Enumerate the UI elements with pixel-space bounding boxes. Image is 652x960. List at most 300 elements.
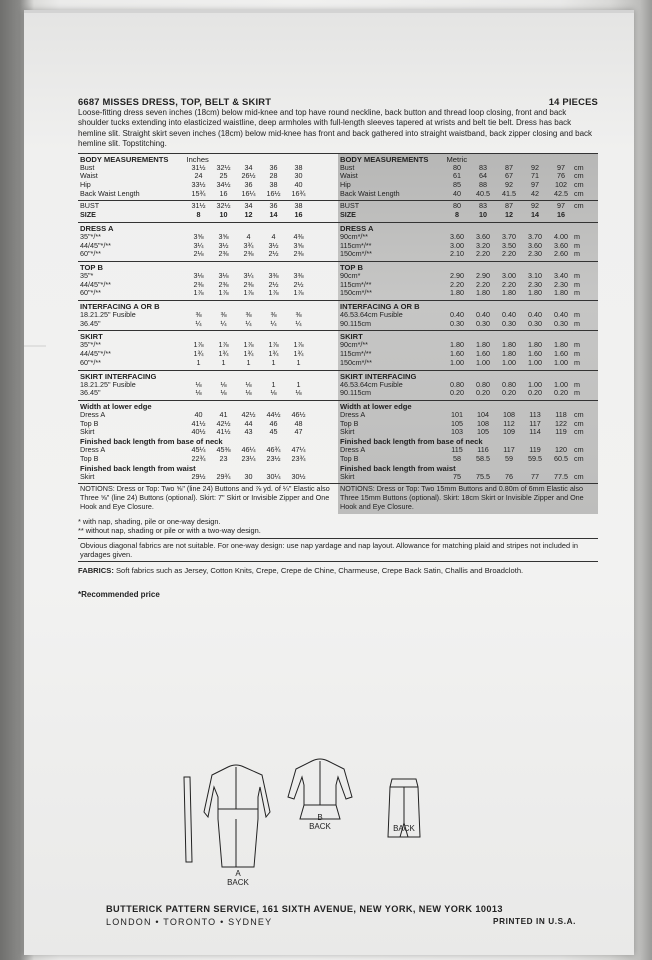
row-value: 41 bbox=[219, 409, 228, 419]
row-value: 2½ bbox=[268, 249, 279, 259]
row-value: 3¼ bbox=[193, 240, 204, 250]
row-label: Dress A bbox=[80, 446, 106, 455]
row-value: 16½ bbox=[266, 188, 281, 198]
row-value: 3.60 bbox=[476, 231, 490, 241]
row-value: 1.60 bbox=[554, 349, 568, 359]
row-value: 83 bbox=[479, 201, 487, 211]
row-value: 1.60 bbox=[450, 349, 464, 359]
row-value: 30½ bbox=[291, 471, 306, 481]
row-unit: cm bbox=[574, 171, 584, 181]
row-unit: cm bbox=[574, 471, 584, 481]
row-value: 2.30 bbox=[528, 249, 542, 259]
row-label: 44/45"*/** bbox=[80, 280, 111, 289]
belt-sketch bbox=[184, 777, 192, 862]
table-row bbox=[80, 190, 336, 199]
row-value: 76 bbox=[557, 171, 565, 181]
row-value: 0.80 bbox=[450, 379, 464, 389]
row-value: 30 bbox=[244, 471, 253, 481]
section-title: INTERFACING A OR B bbox=[340, 302, 420, 312]
row-label: 90.115cm bbox=[340, 319, 372, 328]
row-value: 80 bbox=[453, 162, 461, 172]
row-value: 34½ bbox=[216, 180, 231, 190]
row-value: 112 bbox=[503, 418, 515, 428]
row-value: 88 bbox=[479, 180, 487, 190]
row-label: 115cm*/** bbox=[340, 350, 372, 359]
row-label: Bust bbox=[340, 163, 355, 172]
footer-line bbox=[106, 917, 576, 927]
row-value: 0.40 bbox=[528, 310, 542, 320]
row-value: 0.40 bbox=[450, 310, 464, 320]
row-label: 36.45" bbox=[80, 389, 101, 398]
row-value: 97 bbox=[557, 201, 565, 211]
row-value: 3.00 bbox=[502, 270, 516, 280]
row-value: ⅛ bbox=[220, 379, 227, 389]
row-value: 3⅜ bbox=[268, 270, 279, 280]
yardage-section bbox=[338, 222, 598, 261]
row-value: 3.50 bbox=[502, 240, 516, 250]
row-value: 0.20 bbox=[528, 388, 542, 398]
row-value: 1.80 bbox=[450, 288, 464, 298]
row-label: Skirt bbox=[80, 428, 95, 437]
row-unit: cm bbox=[574, 201, 584, 211]
row-unit: m bbox=[574, 231, 580, 241]
pattern-header bbox=[78, 96, 598, 107]
row-value: 0.40 bbox=[554, 310, 568, 320]
row-value: 1.80 bbox=[476, 340, 490, 350]
row-label: Bust bbox=[80, 163, 95, 172]
row-value: 24 bbox=[194, 171, 203, 181]
row-value: 105 bbox=[451, 418, 463, 428]
fold-line bbox=[24, 10, 634, 13]
table-row bbox=[80, 389, 336, 398]
row-unit: cm bbox=[574, 409, 584, 419]
row-value: 42½ bbox=[216, 418, 231, 428]
row-value: 1¾ bbox=[218, 349, 229, 359]
publisher-cities: LONDON • TORONTO • SYDNEY bbox=[106, 917, 273, 927]
body-title: BODY MEASUREMENTS bbox=[80, 154, 169, 164]
row-value: 97 bbox=[557, 162, 565, 172]
table-row bbox=[340, 250, 596, 259]
row-label: Skirt bbox=[340, 428, 355, 437]
row-value: 3.20 bbox=[476, 240, 490, 250]
table-row bbox=[340, 428, 596, 437]
row-value: 1.00 bbox=[502, 357, 516, 367]
table-row bbox=[80, 455, 336, 464]
row-value: 38 bbox=[294, 201, 303, 211]
row-label: Hip bbox=[80, 181, 91, 190]
row-value: 114 bbox=[529, 427, 541, 437]
body-measurements-section bbox=[338, 153, 598, 201]
row-value: 3.10 bbox=[528, 270, 542, 280]
row-unit: cm bbox=[574, 418, 584, 428]
row-value: 1 bbox=[271, 379, 276, 389]
row-label: 46.53.64cm Fusible bbox=[340, 380, 403, 389]
row-value: 31½ bbox=[191, 162, 206, 172]
row-label: Skirt bbox=[340, 472, 355, 481]
row-unit: m bbox=[574, 240, 580, 250]
fabrics-label: FABRICS: bbox=[78, 566, 114, 576]
section-title: Width at lower edge bbox=[80, 401, 152, 411]
row-value: 1.80 bbox=[476, 288, 490, 298]
row-value: 2⅛ bbox=[193, 249, 204, 259]
row-value: 120 bbox=[555, 445, 567, 455]
row-label: 35"*/** bbox=[80, 232, 101, 241]
row-value: 105 bbox=[477, 427, 489, 437]
row-value: ⅛ bbox=[245, 379, 252, 389]
section-title: Finished back length from base of neck bbox=[340, 437, 483, 447]
row-value: ⅛ bbox=[295, 388, 302, 398]
row-value: 109 bbox=[503, 427, 515, 437]
section-title: Width at lower edge bbox=[340, 401, 412, 411]
row-value: 46¾ bbox=[266, 445, 281, 455]
row-value: 3⅛ bbox=[193, 270, 204, 280]
row-value: 119 bbox=[529, 445, 541, 455]
row-value: 3.60 bbox=[554, 240, 568, 250]
table-row bbox=[80, 211, 336, 220]
row-value: 0.20 bbox=[554, 388, 568, 398]
row-value: 0.30 bbox=[502, 318, 516, 328]
row-label: Top B bbox=[80, 454, 99, 463]
row-value: 0.40 bbox=[476, 310, 490, 320]
row-value: 80 bbox=[453, 201, 461, 211]
row-value: 29¾ bbox=[216, 471, 231, 481]
row-value: 77 bbox=[531, 471, 539, 481]
row-label: Dress A bbox=[80, 410, 106, 419]
row-label: BUST bbox=[80, 202, 100, 211]
section-title: SKIRT INTERFACING bbox=[340, 371, 417, 381]
table-row bbox=[80, 428, 336, 437]
table-row bbox=[80, 289, 336, 298]
garment-sketches bbox=[170, 757, 470, 892]
row-value: 44½ bbox=[266, 409, 281, 419]
row-unit: m bbox=[574, 388, 580, 398]
sketch-a-back: BACK bbox=[227, 878, 249, 887]
row-label: 90cm*/** bbox=[340, 232, 368, 241]
row-value: 118 bbox=[555, 409, 567, 419]
row-value: 2.90 bbox=[476, 270, 490, 280]
row-value: 92 bbox=[531, 201, 539, 211]
row-value: 1 bbox=[296, 357, 301, 367]
without-nap-note: ** without nap, shading or pile or with a two-way design. bbox=[78, 525, 261, 535]
row-value: 36 bbox=[244, 180, 253, 190]
row-value: 36 bbox=[269, 201, 278, 211]
pattern-title: 6687 MISSES DRESS, TOP, BELT & SKIRT bbox=[78, 96, 272, 107]
row-value: 1¾ bbox=[268, 349, 279, 359]
row-label: Skirt bbox=[80, 472, 95, 481]
row-unit: cm bbox=[574, 427, 584, 437]
row-value: 22¾ bbox=[191, 453, 206, 463]
row-value: 1.60 bbox=[528, 349, 542, 359]
row-value: 3.60 bbox=[528, 240, 542, 250]
row-value: 1.80 bbox=[554, 288, 568, 298]
row-value: 1⅞ bbox=[243, 340, 254, 350]
row-value: 45 bbox=[269, 427, 278, 437]
row-value: 122 bbox=[555, 418, 567, 428]
bust-size-section bbox=[78, 200, 338, 221]
row-label: 150cm*/** bbox=[340, 289, 372, 298]
row-value: 3.70 bbox=[528, 231, 542, 241]
row-value: 2.90 bbox=[450, 270, 464, 280]
row-value: 101 bbox=[451, 409, 463, 419]
row-value: 1⅞ bbox=[293, 340, 304, 350]
diagonal-note: Obvious diagonal fabrics are not suitable. For one-way design: use nap yardage and nap layout. Allowance for matching plaid and stripes not included in yardages given. bbox=[78, 538, 598, 562]
row-value: 71 bbox=[531, 171, 539, 181]
row-value: 1.00 bbox=[554, 379, 568, 389]
row-value: 59.5 bbox=[528, 453, 542, 463]
row-value: 45¼ bbox=[191, 445, 206, 455]
row-value: 76 bbox=[505, 471, 513, 481]
row-value: 2.20 bbox=[476, 249, 490, 259]
row-label: SIZE bbox=[80, 211, 96, 220]
row-value: ⅜ bbox=[295, 310, 302, 320]
row-value: 23¼ bbox=[241, 453, 256, 463]
row-value: 119 bbox=[555, 427, 567, 437]
table-row bbox=[80, 320, 336, 329]
row-value: 3.40 bbox=[554, 270, 568, 280]
row-value: 1.80 bbox=[502, 340, 516, 350]
row-value: 85 bbox=[453, 180, 461, 190]
measurements-section bbox=[338, 400, 598, 483]
section-title: Finished back length from base of neck bbox=[80, 437, 223, 447]
row-label: Back Waist Length bbox=[80, 189, 140, 198]
row-value: 46½ bbox=[291, 409, 306, 419]
section-title: SKIRT INTERFACING bbox=[80, 371, 157, 381]
sketch-skirt-back: BACK bbox=[393, 824, 415, 833]
row-value: 2.20 bbox=[476, 279, 490, 289]
row-value: 23½ bbox=[266, 453, 281, 463]
row-value: ¼ bbox=[295, 318, 302, 328]
row-value: 2.30 bbox=[528, 279, 542, 289]
row-value: 1¾ bbox=[243, 349, 254, 359]
sketch-b-back: BACK bbox=[309, 822, 331, 831]
row-value: ¼ bbox=[195, 318, 202, 328]
row-value: ⅜ bbox=[195, 310, 202, 320]
row-label: 60"*/** bbox=[80, 250, 101, 259]
yardage-section bbox=[78, 261, 338, 300]
row-value: 45⅜ bbox=[216, 445, 231, 455]
row-value: 10 bbox=[219, 210, 228, 220]
yardage-section bbox=[338, 370, 598, 400]
row-value: 0.30 bbox=[554, 318, 568, 328]
notions: NOTIONS: Dress or Top: Two 15mm Buttons and 0.80m of 6mm Elastic also Three 15mm Buttons (optional). Skirt: 18cm Skirt or Invisible Zipper and One Hook and Eye Closure. bbox=[338, 483, 598, 513]
row-value: 14 bbox=[531, 210, 539, 220]
row-value: 1.00 bbox=[450, 357, 464, 367]
row-label: 60"*/** bbox=[80, 358, 101, 367]
row-value: 2½ bbox=[293, 279, 304, 289]
row-label: Waist bbox=[80, 172, 98, 181]
row-label: 90cm*/** bbox=[340, 341, 368, 350]
row-value: 40 bbox=[294, 180, 303, 190]
section-title: Finished back length from waist bbox=[80, 463, 196, 473]
row-value: 60.5 bbox=[554, 453, 568, 463]
row-value: 30 bbox=[294, 171, 303, 181]
row-value: 42.5 bbox=[554, 188, 568, 198]
table-row bbox=[340, 389, 596, 398]
table-row bbox=[80, 359, 336, 368]
row-value: 64 bbox=[479, 171, 487, 181]
nap-footnotes bbox=[78, 517, 598, 535]
row-value: 2⅜ bbox=[243, 249, 254, 259]
pattern-description: Loose-fitting dress seven inches (18cm) below mid-knee and top have round neckline, back button and thread loop closing, front and back shoulder tucks extending into elasticized waistline, deep armholes with full-length sleeves tapered at wrists and belt tie belt. Dress has back hemline slit. Straight skirt seven inches (18cm) below mid-knee has front and back gathered into straight waistband, back zipper closing and back hemline slit. Topstitching. bbox=[78, 108, 593, 149]
row-value: 1.80 bbox=[528, 288, 542, 298]
unit-label: Metric bbox=[446, 154, 468, 164]
row-value: 0.80 bbox=[476, 379, 490, 389]
row-value: 1.60 bbox=[476, 349, 490, 359]
row-label: 18.21.25" Fusible bbox=[80, 380, 136, 389]
row-value: 58.5 bbox=[476, 453, 490, 463]
printed-in: PRINTED IN U.S.A. bbox=[493, 917, 576, 926]
pieces-count: 14 PIECES bbox=[548, 96, 598, 107]
row-value: 75 bbox=[453, 471, 461, 481]
row-value: ⅛ bbox=[245, 388, 252, 398]
row-value: 16 bbox=[294, 210, 303, 220]
row-unit: m bbox=[574, 249, 580, 259]
row-value: 4 bbox=[246, 231, 251, 241]
row-value: 32½ bbox=[216, 162, 231, 172]
row-label: 36.45" bbox=[80, 319, 101, 328]
row-value: 1 bbox=[221, 357, 226, 367]
body-measurements-section bbox=[78, 153, 338, 201]
row-value: 1.80 bbox=[502, 349, 516, 359]
row-value: 40.5 bbox=[476, 188, 490, 198]
row-unit: m bbox=[574, 349, 580, 359]
row-value: 2½ bbox=[268, 279, 279, 289]
row-value: 67 bbox=[505, 171, 513, 181]
row-value: 1⅞ bbox=[268, 340, 279, 350]
row-label: 115cm*/** bbox=[340, 280, 372, 289]
row-value: 40½ bbox=[191, 427, 206, 437]
section-title: SKIRT bbox=[80, 332, 103, 342]
row-value: 3⅛ bbox=[218, 270, 229, 280]
row-label: 90cm* bbox=[340, 271, 361, 280]
row-label: Dress A bbox=[340, 446, 366, 455]
metric-column bbox=[338, 153, 598, 514]
row-value: 0.20 bbox=[502, 388, 516, 398]
row-value: ⅛ bbox=[195, 388, 202, 398]
row-value: 0.20 bbox=[476, 388, 490, 398]
row-value: 38 bbox=[269, 180, 278, 190]
yardage-section bbox=[78, 300, 338, 330]
row-value: 3⅝ bbox=[193, 231, 204, 241]
row-value: 3½ bbox=[268, 240, 279, 250]
row-value: 34 bbox=[244, 201, 253, 211]
row-unit: m bbox=[574, 357, 580, 367]
row-unit: m bbox=[574, 310, 580, 320]
row-value: 1 bbox=[196, 357, 201, 367]
section-title: SKIRT bbox=[340, 332, 363, 342]
row-value: 0.30 bbox=[528, 318, 542, 328]
row-value: 3¾ bbox=[243, 240, 254, 250]
row-value: 29½ bbox=[191, 471, 206, 481]
row-value: 33½ bbox=[191, 180, 206, 190]
row-value: 1⅞ bbox=[218, 340, 229, 350]
fold-line bbox=[24, 345, 46, 347]
row-value: 16 bbox=[219, 188, 228, 198]
row-value: 16¾ bbox=[291, 188, 306, 198]
row-value: 1 bbox=[271, 357, 276, 367]
section-title: DRESS A bbox=[80, 223, 114, 233]
row-label: 35"*/** bbox=[80, 341, 101, 350]
row-value: 14 bbox=[269, 210, 278, 220]
row-label: Waist bbox=[340, 172, 358, 181]
table-row bbox=[80, 473, 336, 482]
fabrics-text: Soft fabrics such as Jersey, Cotton Knits, Crepe, Crepe de Chine, Charmeuse, Crepe Back Satin, Challis and Broadcloth. bbox=[115, 566, 524, 576]
row-value: 41½ bbox=[216, 427, 231, 437]
row-value: 2.20 bbox=[502, 249, 516, 259]
row-value: 2.20 bbox=[450, 279, 464, 289]
row-value: 117 bbox=[503, 445, 515, 455]
row-value: 1.00 bbox=[528, 379, 542, 389]
table-row bbox=[340, 289, 596, 298]
row-value: 1.00 bbox=[554, 357, 568, 367]
row-label: Top B bbox=[340, 419, 359, 428]
row-value: 43 bbox=[244, 427, 253, 437]
row-unit: cm bbox=[574, 453, 584, 463]
table-row bbox=[80, 250, 336, 259]
row-value: 0.30 bbox=[476, 318, 490, 328]
row-value: ⅜ bbox=[270, 310, 277, 320]
table-row bbox=[340, 455, 596, 464]
row-value: 2⅜ bbox=[243, 279, 254, 289]
row-value: 83 bbox=[479, 162, 487, 172]
row-unit: m bbox=[574, 279, 580, 289]
table-row bbox=[340, 190, 596, 199]
measurements-section bbox=[78, 400, 338, 483]
row-value: 1⅞ bbox=[268, 288, 279, 298]
row-value: 34 bbox=[244, 162, 253, 172]
row-value: 3¼ bbox=[243, 270, 254, 280]
yardage-section bbox=[338, 261, 598, 300]
row-label: BUST bbox=[340, 202, 360, 211]
row-unit: cm bbox=[574, 188, 584, 198]
row-value: 97 bbox=[531, 180, 539, 190]
row-value: 92 bbox=[505, 180, 513, 190]
instructions-content bbox=[78, 96, 598, 599]
row-value: 1¾ bbox=[293, 349, 304, 359]
row-value: 1⅞ bbox=[218, 288, 229, 298]
row-value: 28 bbox=[269, 171, 278, 181]
table-row bbox=[340, 211, 596, 220]
row-value: 47 bbox=[294, 427, 303, 437]
row-value: 46 bbox=[269, 418, 278, 428]
bust-size-section bbox=[338, 200, 598, 221]
row-value: 42 bbox=[531, 188, 539, 198]
row-value: 61 bbox=[453, 171, 461, 181]
row-value: 30¼ bbox=[266, 471, 281, 481]
row-value: ⅜ bbox=[220, 310, 227, 320]
row-value: 3.70 bbox=[502, 231, 516, 241]
yardage-table bbox=[78, 153, 598, 514]
row-value: 108 bbox=[477, 418, 489, 428]
row-value: 3.60 bbox=[450, 231, 464, 241]
row-value: 10 bbox=[479, 210, 487, 220]
row-label: 115cm*/** bbox=[340, 241, 372, 250]
row-value: 1.00 bbox=[476, 357, 490, 367]
row-value: 1⅞ bbox=[293, 288, 304, 298]
footer bbox=[106, 904, 576, 927]
row-value: 117 bbox=[529, 418, 541, 428]
row-value: 108 bbox=[503, 409, 515, 419]
row-value: 102 bbox=[555, 180, 567, 190]
row-value: 1⅞ bbox=[243, 288, 254, 298]
yardage-section bbox=[78, 330, 338, 369]
row-value: 1.80 bbox=[502, 288, 516, 298]
row-value: 32½ bbox=[216, 201, 231, 211]
row-value: 113 bbox=[529, 409, 541, 419]
row-value: 92 bbox=[531, 162, 539, 172]
section-title: DRESS A bbox=[340, 223, 374, 233]
row-value: ¼ bbox=[245, 318, 252, 328]
